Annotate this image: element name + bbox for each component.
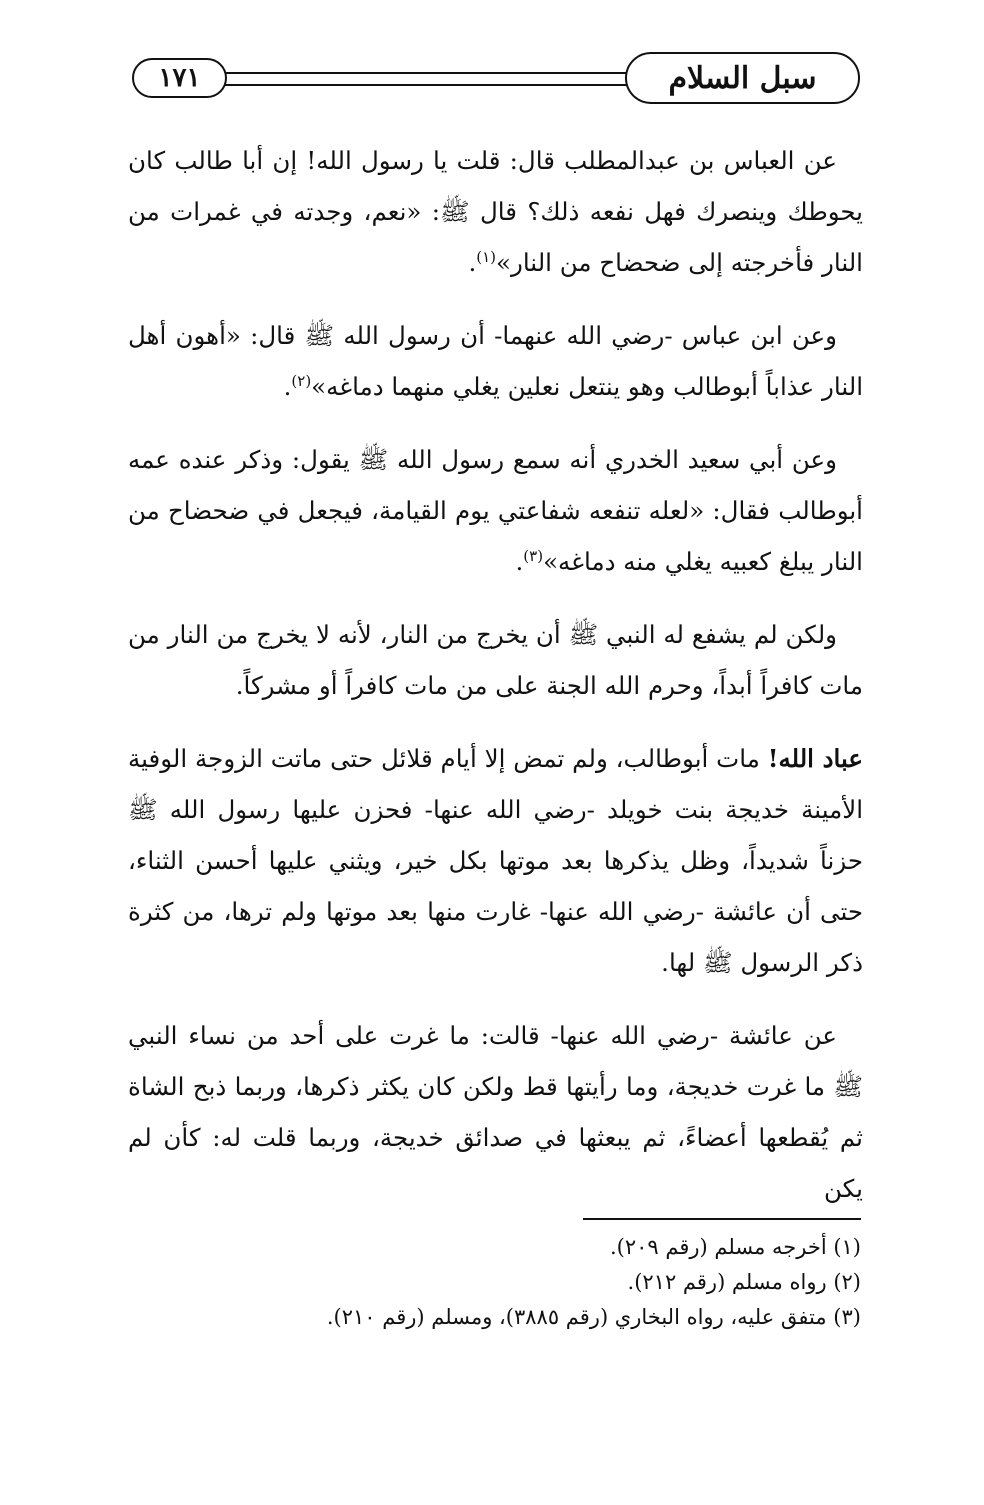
page-number: ١٧١	[132, 58, 227, 98]
footnote-3: (٣) متفق عليه، رواه البخاري (رقم ٣٨٨٥)، ومسلم (رقم ٢١٠).	[326, 1305, 861, 1329]
paragraph-abu-said	[128, 434, 863, 587]
paragraph-ibn-abbas	[128, 310, 863, 412]
footnote-ref: (١)	[476, 247, 497, 266]
punctuation: .	[468, 248, 477, 277]
paragraph-text: وعن ابن عباس -رضي الله عنهما- أن رسول الله ﷺ قال: «أهون أهل النار عذاباً أبوطالب وهو ينتعل نعلين يغلي منهما دماغه»	[128, 321, 863, 401]
footnote-ref: (٢)	[291, 371, 312, 390]
main-text	[128, 135, 863, 1236]
paragraph-lead: عباد الله!	[767, 744, 863, 773]
footnote-1: (١) أخرجه مسلم (رقم ٢٠٩).	[610, 1235, 861, 1259]
paragraph-khadija	[128, 733, 863, 988]
paragraph-text: مات أبوطالب، ولم تمض إلا أيام قلائل حتى ماتت الزوجة الوفية الأمينة خديجة بنت خويلد -رضي الله عنها- فحزن عليها رسول الله ﷺ حزناً شديداً، وظل يذكرها بعد موتها بكل خير، ويثني عليها أحسن الثناء، حتى أن عائشة -رضي الله عنها- غارت منها بعد موتها ولم ترها، من كثرة ذكر الرسول ﷺ لها.	[128, 744, 863, 977]
punctuation: .	[283, 372, 292, 401]
paragraph-text: وعن أبي سعيد الخدري أنه سمع رسول الله ﷺ يقول: وذكر عنده عمه أبوطالب فقال: «لعله تنفعه شفاعتي يوم القيامة، فيجعل في ضحضاح من النار يبلغ كعبيه يغلي منه دماغه»	[128, 445, 863, 576]
book-title: سبل السلام	[625, 52, 860, 104]
footnote-ref: (٣)	[523, 546, 544, 565]
paragraph-abbas	[128, 135, 863, 288]
footnote-2: (٢) رواه مسلم (رقم ٢١٢).	[627, 1270, 861, 1294]
paragraph-intercession: ولكن لم يشفع له النبي ﷺ أن يخرج من النار، لأنه لا يخرج من النار من مات كافراً أبداً، وحرم الله الجنة على من مات كافراً أو مشركاً.	[128, 620, 863, 700]
page-header	[120, 48, 860, 120]
punctuation: .	[515, 547, 524, 576]
paragraph-aisha: عن عائشة -رضي الله عنها- قالت: ما غرت على أحد من نساء النبي ﷺ ما غرت خديجة، وما رأيتها قط ولكن كان يكثر ذكرها، وربما ذبح الشاة ثم يُقطعها أعضاءً، ثم يبعثها في صدائق خديجة، وربما قلت له: كأن لم يكن	[128, 1021, 863, 1203]
footnotes	[128, 1230, 861, 1335]
footnote-separator	[583, 1218, 861, 1220]
header-rule	[215, 72, 640, 86]
paragraph-text: عن العباس بن عبدالمطلب قال: قلت يا رسول الله! إن أبا طالب كان يحوطك وينصرك فهل نفعه ذلك؟ قال ﷺ: «نعم، وجدته في غمرات من النار فأخرجته إلى ضحضاح من النار»	[128, 146, 863, 277]
